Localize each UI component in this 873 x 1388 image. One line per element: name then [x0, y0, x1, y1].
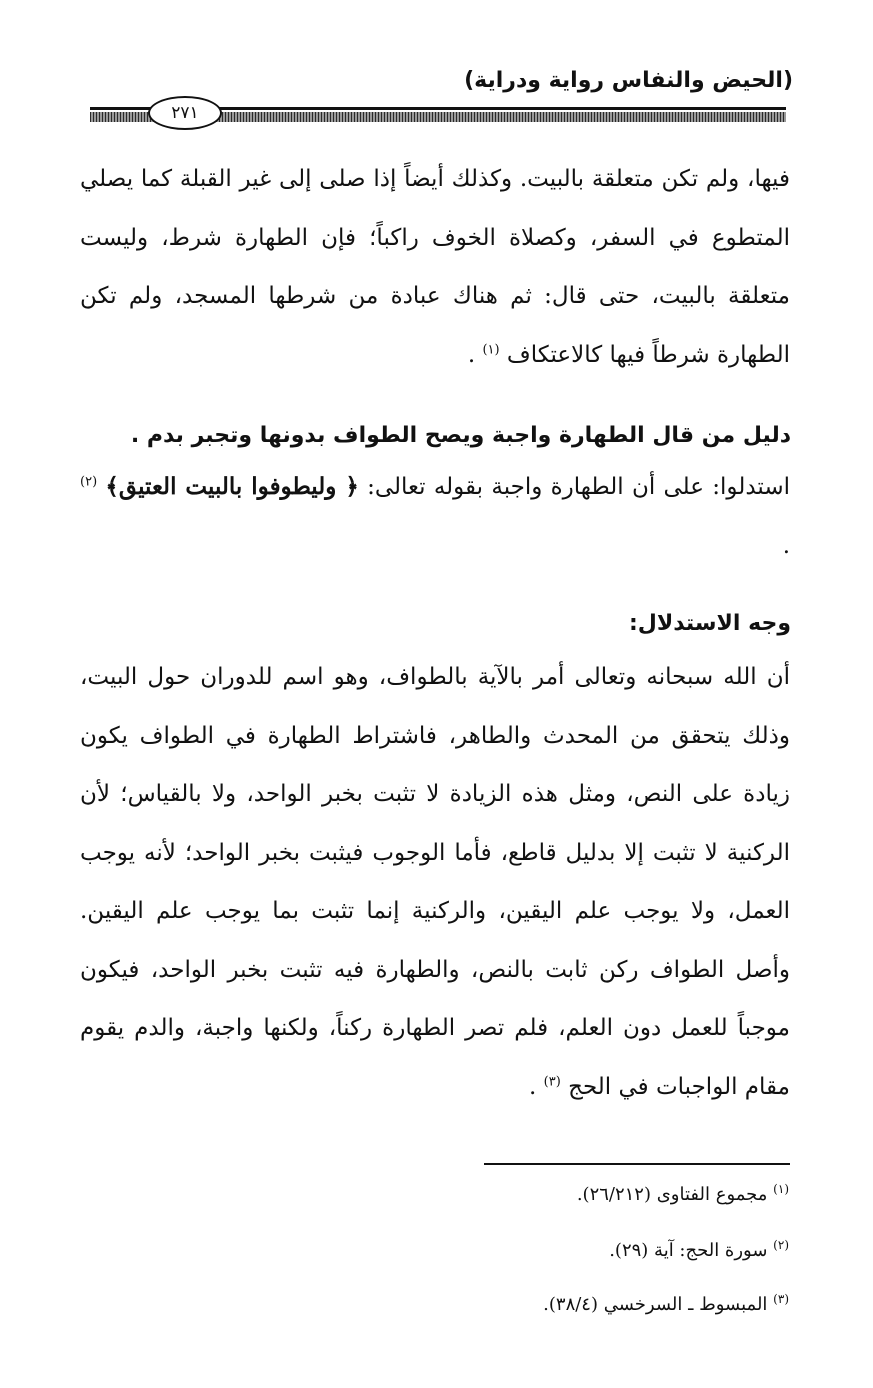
paragraph-2-text: استدلوا: على أن الطهارة واجبة بقوله تعالى:	[367, 474, 790, 500]
footnote-3-number: (٣)	[773, 1292, 789, 1306]
footnote-3-text: المبسوط ـ السرخسي (٣٨/٤).	[543, 1294, 768, 1315]
footnote-2	[609, 1236, 789, 1266]
quran-verse: ﴿ وليطوفوا بالبيت العتيق﴾	[105, 473, 359, 500]
paragraph-2-end: .	[782, 532, 790, 559]
paragraph-1-text: فيها، ولم تكن متعلقة بالبيت. وكذلك أيضاً إذا صلى إلى غير القبلة كما يصلي المتطوع في السفر، وكصلاة الخوف راكباً؛ فإن الطهارة شرط، وليست متعلقة بالبيت، حتى قال: ثم هناك عبادة من شرطها المسجد، ولم تكن الطهارة شرطاً فيها كالاعتكاف	[80, 166, 790, 368]
page-number: ٢٧١	[148, 96, 222, 130]
running-title: (الحيض والنفاس رواية ودراية)	[464, 68, 793, 93]
footnote-ref-1[interactable]: (١)	[482, 341, 500, 357]
paragraph-3	[80, 648, 790, 1116]
footnote-ref-3[interactable]: (٣)	[543, 1073, 561, 1089]
footnote-3	[543, 1290, 789, 1320]
section-heading-reasoning: وجه الاستدلال:	[628, 611, 791, 636]
footnote-ref-2[interactable]: (٢)	[80, 474, 98, 490]
footnote-2-text: سورة الحج: آية (٢٩).	[609, 1240, 768, 1261]
paragraph-3-end: .	[529, 1073, 537, 1100]
footnote-1-text: مجموع الفتاوى (٢٦/٢١٢).	[576, 1184, 768, 1205]
footnote-2-number: (٢)	[773, 1238, 789, 1252]
section-heading-evidence: دليل من قال الطهارة واجبة ويصح الطواف بدونها وتجبر بدم .	[130, 423, 791, 448]
paragraph-3-text: أن الله سبحانه وتعالى أمر بالآية بالطواف، وهو اسم للدوران حول البيت، وذلك يتحقق من المحدث والطاهر، فاشتراط الطهارة في الطواف يكون زيادة على النص، ومثل هذه الزيادة لا تثبت بخبر الواحد، ولا بالقياس؛ لأن الركنية لا تثبت إلا بدليل قاطع، فأما الوجوب فيثبت بخبر الواحد؛ لأنه يوجب العمل، ولا يوجب علم اليقين، والركنية إنما تثبت بما يوجب علم اليقين. وأصل الطواف ركن ثابت بالنص، والطهارة فيه تثبت بخبر الواحد، فيكون موجباً للعمل دون العلم، فلم تصر الطهارة ركناً، ولكنها واجبة، والدم يقوم مقام الواجبات في الحج	[80, 664, 790, 1100]
footnote-1	[577, 1180, 789, 1210]
footnote-1-number: (١)	[773, 1182, 789, 1196]
footnote-separator	[484, 1163, 790, 1165]
paragraph-1	[80, 150, 790, 384]
paragraph-1-end: .	[467, 341, 476, 368]
paragraph-2	[80, 458, 790, 575]
